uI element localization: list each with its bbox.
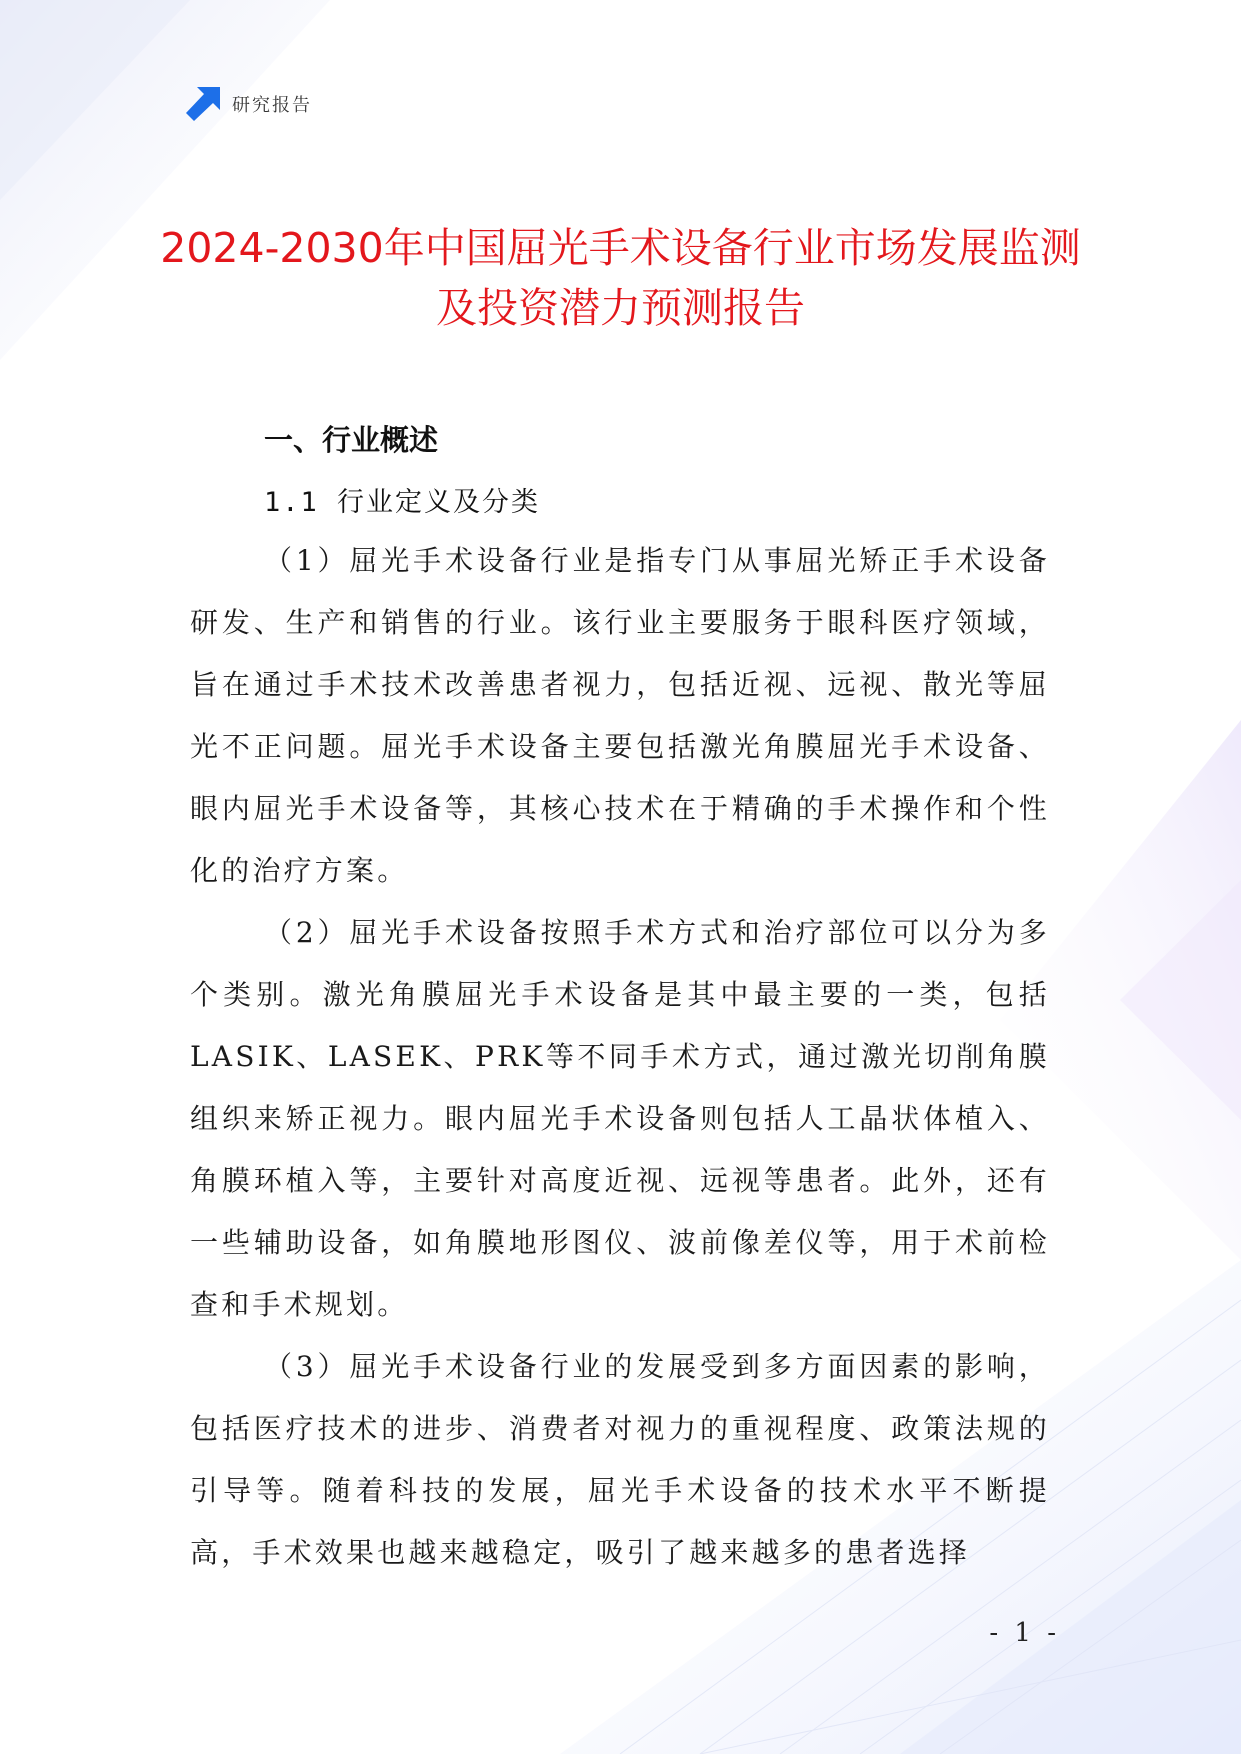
body-paragraph-1: （1）屈光手术设备行业是指专门从事屈光矫正手术设备研发、生产和销售的行业。该行业主要服务于眼科医疗领域，旨在通过手术技术改善患者视力，包括近视、远视、散光等屈光不正问题。屈光手术设备主要包括激光角膜屈光手术设备、眼内屈光手术设备等，其核心技术在于精确的手术操作和个性化的治疗方案。	[190, 544, 1050, 887]
report-header	[186, 86, 312, 122]
body-paragraph-3: （3）屈光手术设备行业的发展受到多方面因素的影响，包括医疗技术的进步、消费者对视力的重视程度、政策法规的引导等。随着科技的发展，屈光手术设备的技术水平不断提高，手术效果也越来越稳定，吸引了越来越多的患者选择	[190, 1350, 1050, 1569]
report-title: 2024-2030年中国屈光手术设备行业市场发展监测及投资潜力预测报告	[160, 224, 1081, 332]
subsection-heading: 1.1 行业定义及分类	[264, 487, 541, 518]
page-number: - 1 -	[989, 1618, 1060, 1648]
header-label: 研究报告	[232, 95, 312, 116]
section-heading: 一、行业概述	[264, 423, 439, 457]
body-paragraph-2: （2）屈光手术设备按照手术方式和治疗部位可以分为多个类别。激光角膜屈光手术设备是其中最主要的一类，包括LASIK、LASEK、PRK等不同手术方式，通过激光切削角膜组织来矫正视力。眼内屈光手术设备则包括人工晶状体植入、角膜环植入等，主要针对高度近视、远视等患者。此外，还有一些辅助设备，如角膜地形图仪、波前像差仪等，用于术前检查和手术规划。	[190, 916, 1050, 1321]
document-body	[190, 412, 1050, 1584]
arrow-up-right-icon	[186, 87, 220, 121]
